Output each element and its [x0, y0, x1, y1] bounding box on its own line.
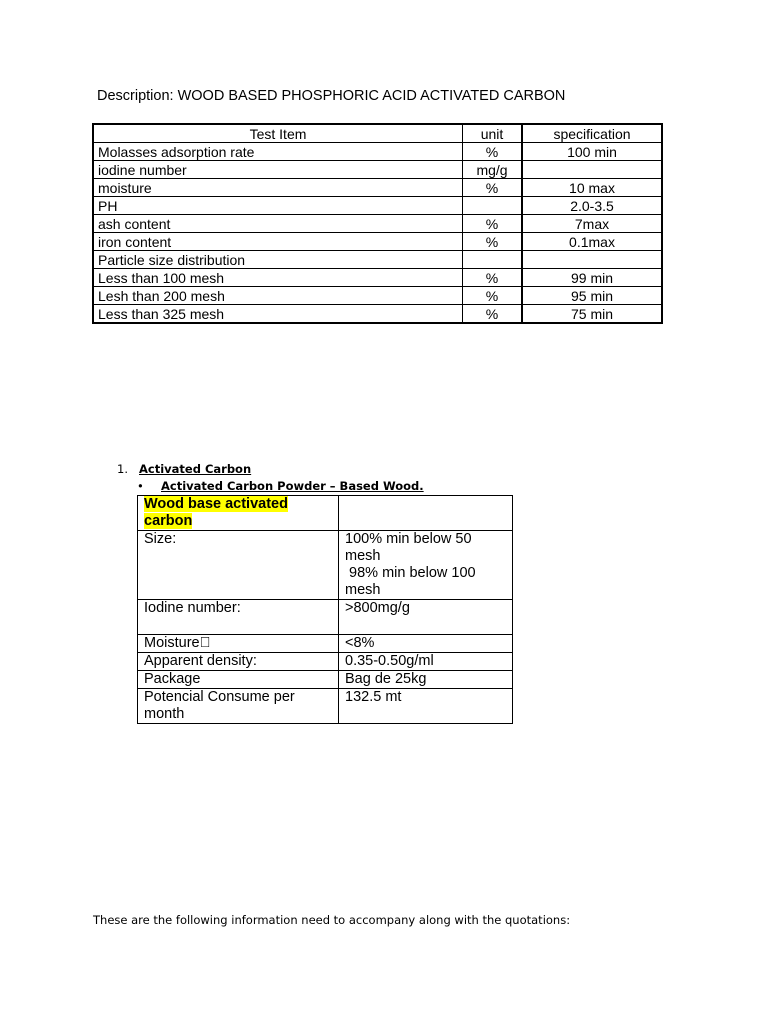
cell-specification: 0.1max	[522, 233, 662, 251]
table-header-row	[93, 124, 662, 143]
table-row	[138, 671, 513, 689]
cell-specification: 2.0-3.5	[522, 197, 662, 215]
header-unit: unit	[463, 124, 523, 143]
bullet-icon: •	[137, 479, 144, 493]
cell-unit: %	[463, 269, 523, 287]
table-row	[93, 179, 662, 197]
wood-carbon-table	[137, 495, 513, 724]
cell-specification: 75 min	[522, 305, 662, 324]
bullet-item-powder	[137, 479, 424, 493]
cell-specification	[522, 251, 662, 269]
cell-label: Apparent density:	[138, 653, 339, 671]
table-row	[93, 269, 662, 287]
table-row	[93, 287, 662, 305]
table-row	[93, 215, 662, 233]
cell-test-item: Molasses adsorption rate	[93, 143, 463, 161]
cell-unit	[463, 197, 523, 215]
cell-value	[339, 531, 513, 600]
cell-value: 132.5 mt	[339, 689, 513, 724]
cell-unit: %	[463, 287, 523, 305]
cell-value: Bag de 25kg	[339, 671, 513, 689]
cell-test-item: ash content	[93, 215, 463, 233]
cell-label: Moisture	[138, 635, 339, 653]
table-row	[93, 305, 662, 324]
table-header-row	[138, 496, 513, 531]
cell-test-item: Less than 100 mesh	[93, 269, 463, 287]
cell-specification: 95 min	[522, 287, 662, 305]
cell-specification: 99 min	[522, 269, 662, 287]
cell-unit	[463, 251, 523, 269]
table-row	[138, 531, 513, 600]
cell-test-item: Less than 325 mesh	[93, 305, 463, 324]
description-heading: Description: WOOD BASED PHOSPHORIC ACID ACTIVATED CARBON	[97, 88, 566, 104]
cell-value: 0.35-0.50g/ml	[339, 653, 513, 671]
cell-label: Package	[138, 671, 339, 689]
table-row	[93, 251, 662, 269]
cell-unit: %	[463, 179, 523, 197]
list-item-text: Activated Carbon	[139, 462, 252, 476]
cell-specification: 10 max	[522, 179, 662, 197]
specification-table	[92, 123, 663, 324]
list-number: 1.	[117, 462, 128, 476]
table-row	[138, 653, 513, 671]
size-value-line: 100% min below 50 mesh	[345, 531, 472, 564]
table-row	[138, 600, 513, 635]
table-row	[93, 233, 662, 251]
table-row	[93, 161, 662, 179]
list-item-activated-carbon	[117, 462, 251, 476]
bullet-item-text: Activated Carbon Powder – Based Wood.	[161, 479, 424, 493]
empty-cell	[339, 496, 513, 531]
cell-test-item: moisture	[93, 179, 463, 197]
cell-value: <8%	[339, 635, 513, 653]
cell-label: Size:	[138, 531, 339, 600]
highlighted-title: Wood base activated carbon	[144, 496, 288, 529]
cell-specification	[522, 161, 662, 179]
table-row	[93, 197, 662, 215]
cell-label: Potencial Consume per month	[138, 689, 339, 724]
cell-test-item: Particle size distribution	[93, 251, 463, 269]
cell-unit: %	[463, 305, 523, 324]
cell-unit: mg/g	[463, 161, 523, 179]
cell-unit: %	[463, 215, 523, 233]
cell-value: >800mg/g	[339, 600, 513, 635]
table-row	[138, 635, 513, 653]
cell-specification: 7max	[522, 215, 662, 233]
footer-note: These are the following information need to accompany along with the quotations:	[93, 913, 571, 927]
wood-table-title	[138, 496, 339, 531]
cell-test-item: iron content	[93, 233, 463, 251]
table-row	[93, 143, 662, 161]
header-specification: specification	[522, 124, 662, 143]
cell-label: Iodine number:	[138, 600, 339, 635]
table-row	[138, 689, 513, 724]
cell-test-item: iodine number	[93, 161, 463, 179]
cell-unit: %	[463, 143, 523, 161]
header-test-item: Test Item	[93, 124, 463, 143]
cell-test-item: PH	[93, 197, 463, 215]
size-value-line: 98% min below 100 mesh	[345, 565, 480, 598]
cell-specification: 100 min	[522, 143, 662, 161]
cell-unit: %	[463, 233, 523, 251]
cell-test-item: Lesh than 200 mesh	[93, 287, 463, 305]
